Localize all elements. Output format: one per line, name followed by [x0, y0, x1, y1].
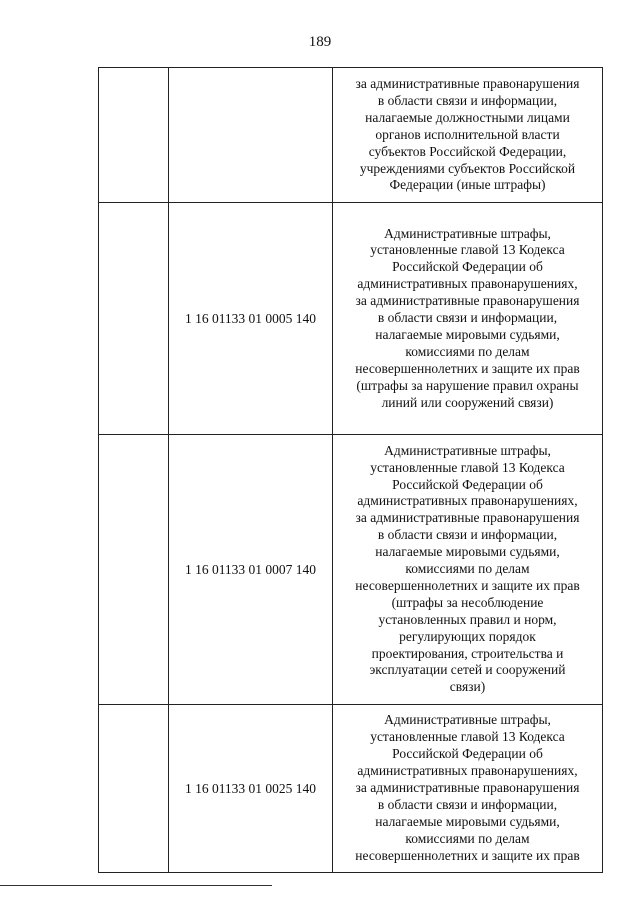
code-cell: 1 16 01133 01 0025 140: [169, 705, 333, 873]
description-line: проектирования, строительства и: [371, 645, 564, 661]
description-line: за административные правонарушения: [355, 293, 580, 309]
description-line: в области связи и информации,: [377, 92, 558, 108]
description-line: субъектов Российской Федерации,: [368, 143, 567, 159]
description-line: эксплуатации сетей и сооружений: [369, 662, 566, 678]
description-line: административных правонарушениях,: [357, 763, 578, 779]
description-line: установленных правил и норм,: [378, 611, 557, 627]
description-line: установленные главой 13 Кодекса: [370, 729, 565, 745]
empty-cell: [99, 435, 169, 705]
empty-cell: [99, 203, 169, 435]
description-line: линий или сооружений связи): [381, 394, 554, 410]
description-line: в области связи и информации,: [377, 527, 558, 543]
description-line: Российской Федерации об: [392, 259, 543, 275]
empty-cell: [99, 68, 169, 203]
budget-codes-table: [98, 67, 603, 873]
footer-divider: [0, 885, 272, 886]
description-line: установленные главой 13 Кодекса: [370, 242, 565, 258]
description-line: учреждениями субъектов Российской: [359, 160, 576, 176]
code-cell: 1 16 01133 01 0005 140: [169, 203, 333, 435]
description-line: органов исполнительной власти: [375, 126, 560, 142]
description-cell: [333, 203, 603, 435]
description-line: налагаемые должностными лицами: [365, 109, 570, 125]
description-line: комиссиями по делам: [405, 830, 530, 846]
table-row: [99, 68, 603, 203]
description-line: (штрафы за нарушение правил охраны: [356, 377, 579, 393]
description-line: Российской Федерации об: [392, 746, 543, 762]
description-line: административных правонарушениях,: [357, 276, 578, 292]
description-line: за административные правонарушения: [355, 76, 580, 91]
description-line: Административные штрафы,: [384, 712, 551, 728]
description-line: несовершеннолетних и защите их прав: [355, 577, 580, 593]
description-line: комиссиями по делам: [405, 343, 530, 359]
empty-cell: [99, 705, 169, 873]
description-cell: [333, 68, 603, 203]
description-line: за административные правонарушения: [355, 510, 580, 526]
description-line: регулирующих порядок: [399, 628, 536, 644]
code-cell: 1 16 01133 01 0007 140: [169, 435, 333, 705]
description-line: налагаемые мировыми судьями,: [375, 544, 560, 560]
description-line: Административные штрафы,: [384, 442, 551, 458]
code-cell: [169, 68, 333, 203]
description-line: несовершеннолетних и защите их прав: [355, 847, 580, 863]
table-row: [99, 705, 603, 873]
description-line: административных правонарушениях,: [357, 493, 578, 509]
description-cell: [333, 435, 603, 705]
description-line: Административные штрафы,: [384, 225, 551, 241]
description-cell: [333, 705, 603, 873]
description-line: несовершеннолетних и защите их прав: [355, 360, 580, 376]
description-line: налагаемые мировыми судьями,: [375, 813, 560, 829]
description-line: в области связи и информации,: [377, 310, 558, 326]
description-line: Российской Федерации об: [392, 476, 543, 492]
table-row: [99, 435, 603, 705]
description-line: за административные правонарушения: [355, 780, 580, 796]
page-number: 189: [308, 34, 332, 50]
description-line: Федерации (иные штрафы): [389, 177, 546, 193]
description-line: (штрафы за несоблюдение: [391, 594, 544, 610]
description-line: связи): [449, 679, 486, 695]
description-line: налагаемые мировыми судьями,: [375, 326, 560, 342]
description-line: комиссиями по делам: [405, 561, 530, 577]
table-row: [99, 203, 603, 435]
description-line: установленные главой 13 Кодекса: [370, 459, 565, 475]
description-line: в области связи и информации,: [377, 796, 558, 812]
